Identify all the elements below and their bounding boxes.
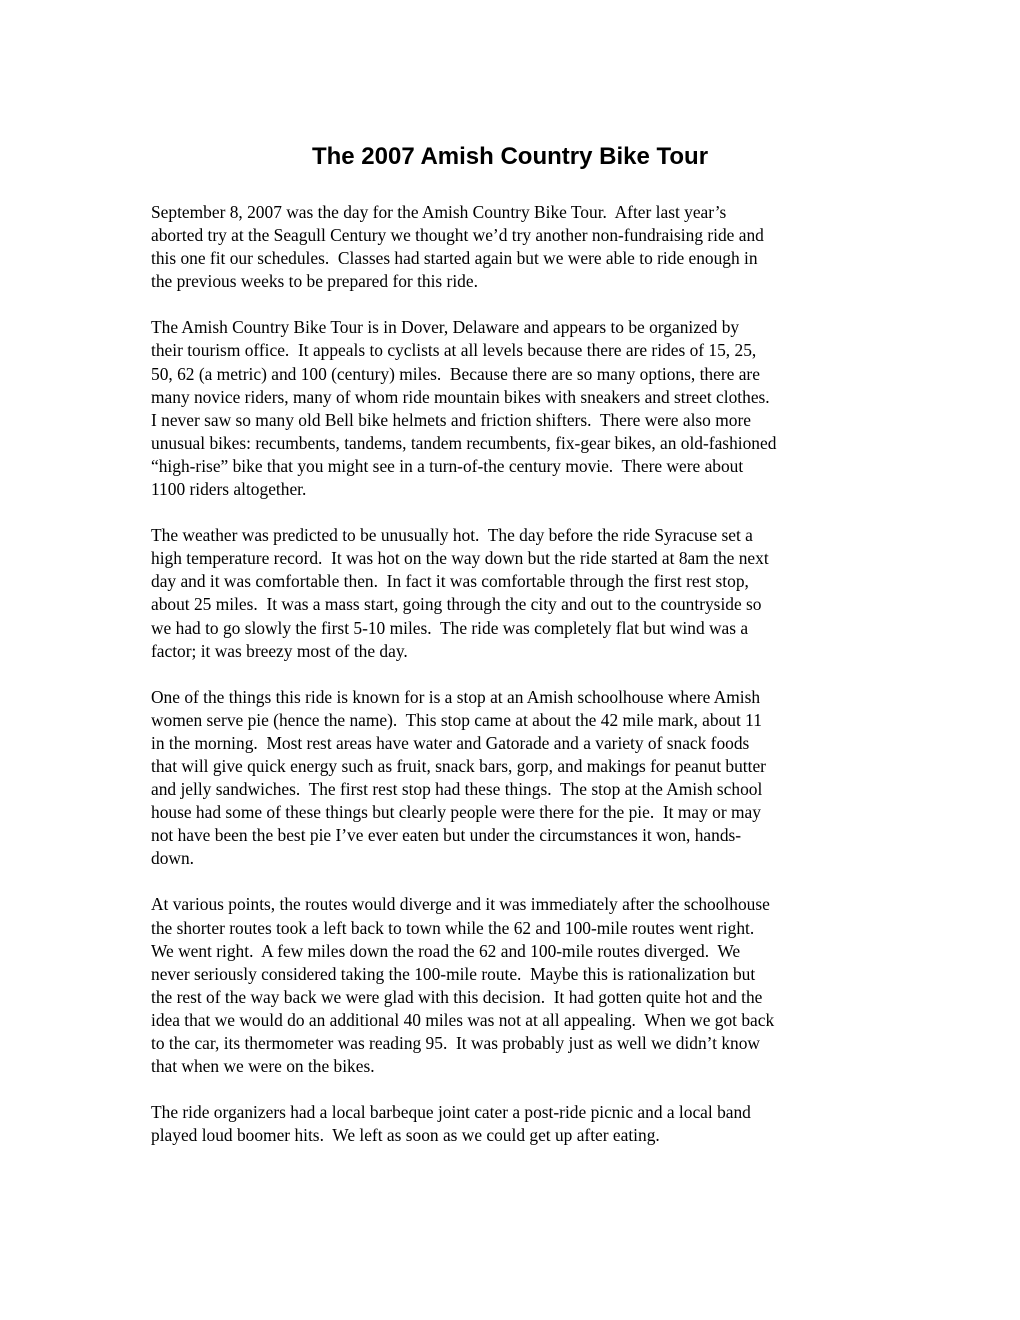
text-line: not have been the best pie I’ve ever eaten but under the circumstances it won, hands- <box>151 825 742 846</box>
text-line: September 8, 2007 was the day for the Amish Country Bike Tour. After last year’s <box>151 202 727 222</box>
text-line: aborted try at the Seagull Century we thought we’d try another non-fundraising ride and <box>151 225 764 246</box>
paragraph-4 <box>151 686 875 871</box>
paragraph-6 <box>151 1101 875 1147</box>
text-line: “high-rise” bike that you might see in a turn-of-the century movie. There were about <box>151 455 744 476</box>
text-line: played loud boomer hits. We left as soon as we could get up after eating. <box>151 1125 660 1146</box>
text-line: factor; it was breezy most of the day. <box>151 640 408 661</box>
text-line: We went right. A few miles down the road the 62 and 100-mile routes diverged. We <box>151 940 741 961</box>
text-line: 1100 riders altogether. <box>151 479 307 500</box>
text-line: to the car, its thermometer was reading 95. It was probably just as well we didn’t know <box>151 1033 760 1053</box>
document-body <box>151 201 875 1170</box>
paragraph-5 <box>151 893 875 1078</box>
text-line: the rest of the way back we were glad with this decision. It had gotten quite hot and the <box>151 986 763 1007</box>
text-line: the previous weeks to be prepared for this ride. <box>151 271 478 292</box>
text-line: and jelly sandwiches. The first rest stop had these things. The stop at the Amish school <box>151 779 763 800</box>
text-line: their tourism office. It appeals to cyclists at all levels because there are rides of 15, 25, <box>151 340 757 361</box>
paragraph-3 <box>151 524 875 663</box>
text-line: about 25 miles. It was a mass start, going through the city and out to the countryside so <box>151 594 762 615</box>
text-line: I never saw so many old Bell bike helmets and friction shifters. There were also more <box>151 409 751 430</box>
text-line: that when we were on the bikes. <box>151 1056 375 1077</box>
text-line: women serve pie (hence the name). This stop came at about the 42 mile mark, about 11 <box>151 709 762 730</box>
text-line: unusual bikes: recumbents, tandems, tandem recumbents, fix-gear bikes, an old-fashioned <box>151 432 777 453</box>
text-line: idea that we would do an additional 40 miles was not at all appealing. When we got back <box>151 1009 775 1030</box>
text-line: day and it was comfortable then. In fact it was comfortable through the first rest stop, <box>151 571 749 592</box>
text-line: many novice riders, many of whom ride mountain bikes with sneakers and street clothes. <box>151 386 770 407</box>
text-line: high temperature record. It was hot on the way down but the ride started at 8am the next <box>151 548 769 569</box>
text-line: this one fit our schedules. Classes had started again but we were able to ride enough in <box>151 248 758 269</box>
text-line: At various points, the routes would diverge and it was immediately after the schoolhouse <box>151 894 770 915</box>
text-line: never seriously considered taking the 100-mile route. Maybe this is rationalization but <box>151 963 756 984</box>
text-line: we had to go slowly the first 5-10 miles. The ride was completely flat but wind was a <box>151 617 749 638</box>
text-line: down. <box>151 848 194 869</box>
text-line: The weather was predicted to be unusually hot. The day before the ride Syracuse set a <box>151 525 753 546</box>
text-line: in the morning. Most rest areas have water and Gatorade and a variety of snack foods <box>151 732 750 753</box>
text-line: One of the things this ride is known for is a stop at an Amish schoolhouse where Amish <box>151 686 761 707</box>
text-line: house had some of these things but clearly people were there for the pie. It may or may <box>151 802 761 823</box>
paragraph-2 <box>151 316 875 501</box>
paragraph-1 <box>151 201 875 293</box>
page-title: The 2007 Amish Country Bike Tour <box>311 143 709 170</box>
text-line: the shorter routes took a left back to town while the 62 and 100-mile routes went right. <box>151 917 755 938</box>
text-line: The Amish Country Bike Tour is in Dover, Delaware and appears to be organized by <box>151 317 740 338</box>
text-line: 50, 62 (a metric) and 100 (century) miles. Because there are so many options, there are <box>151 363 760 384</box>
text-line: that will give quick energy such as fruit, snack bars, gorp, and makings for peanut butter <box>151 755 766 776</box>
text-line: The ride organizers had a local barbeque joint cater a post-ride picnic and a local band <box>151 1102 751 1123</box>
